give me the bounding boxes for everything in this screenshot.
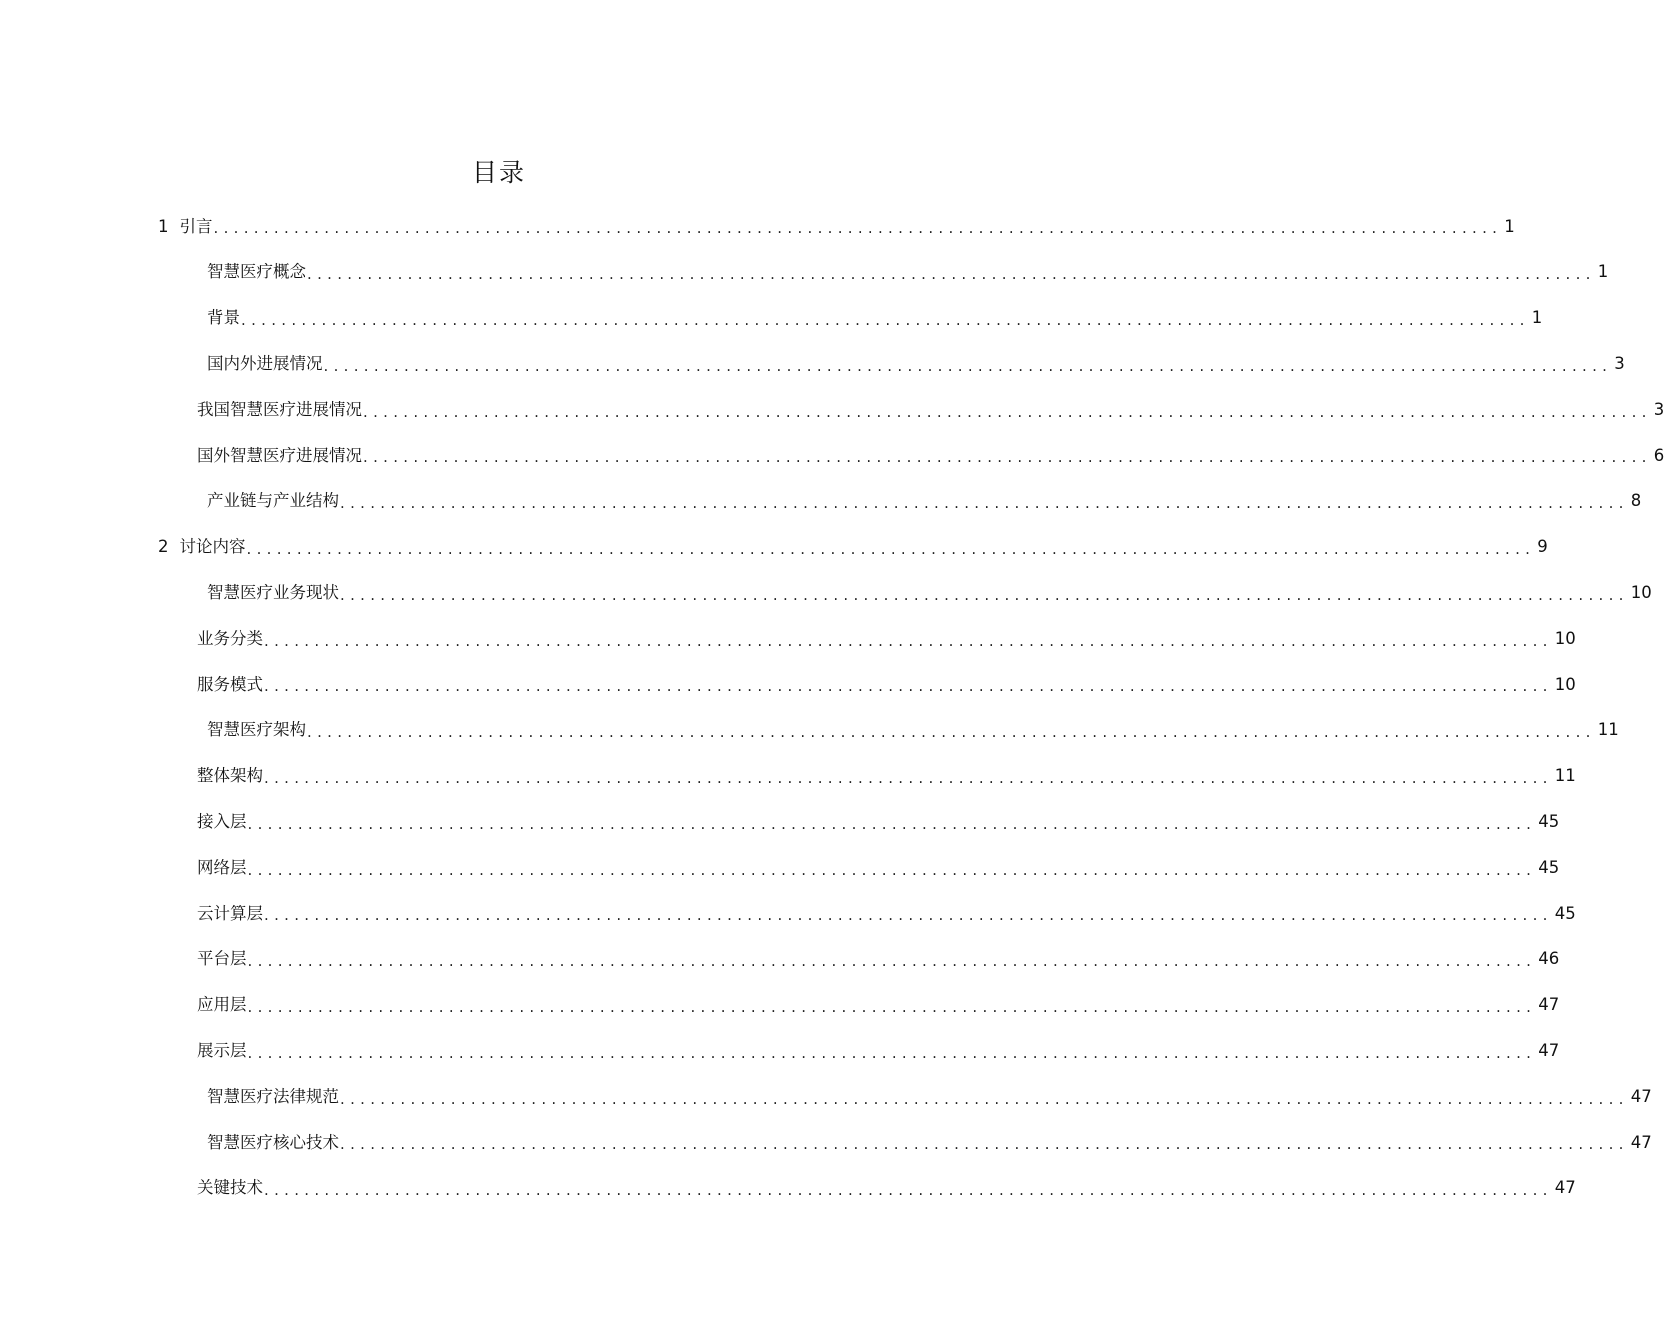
toc-entry-label: 接入层 [197, 812, 247, 831]
toc-dot-leader: ................................................................................................................................ [213, 219, 1503, 238]
toc-entry-label: 平台层 [197, 949, 247, 969]
toc-entry[interactable] [0, 799, 1560, 845]
toc-entry[interactable] [0, 525, 1548, 571]
toc-entry-label: 业务分类 [197, 628, 263, 648]
toc-dot-leader: ................................................................................................................................ [264, 768, 1553, 787]
toc-dot-leader: ................................................................................................................................ [340, 494, 1629, 513]
toc-entry-label: 智慧医疗概念 [207, 262, 306, 282]
toc-page-number: 9 [1537, 537, 1548, 557]
toc-dot-leader: ................................................................................................................................ [247, 814, 1537, 833]
toc-entry-label: 引言 [179, 216, 213, 236]
toc-dot-leader: ................................................................................................................................ [247, 1043, 1537, 1062]
toc-list [0, 204, 1664, 1212]
toc-entry-label: 讨论内容 [179, 537, 246, 557]
toc-page-number: 3 [1653, 399, 1664, 419]
toc-entry-label: 智慧医疗法律规范 [207, 1086, 339, 1106]
toc-entry-label: 云计算层 [197, 903, 263, 923]
toc-dot-leader: ................................................................................................................................ [247, 860, 1537, 879]
toc-page-number: 1 [1504, 216, 1515, 236]
toc-entry-label: 服务模式 [197, 674, 263, 694]
toc-entry-label: 产业链与产业结构 [207, 491, 339, 511]
toc-entry-label: 智慧医疗架构 [207, 720, 306, 740]
toc-entry[interactable] [0, 341, 1625, 387]
toc-page-number: 10 [1630, 583, 1652, 603]
toc-dot-leader: ................................................................................................................................ [264, 906, 1553, 925]
toc-page-number: 10 [1554, 674, 1576, 694]
toc-page-number: 46 [1538, 949, 1560, 969]
toc-dot-leader: ................................................................................................................................ [307, 723, 1596, 742]
toc-entry[interactable] [0, 662, 1576, 708]
toc-entry[interactable] [0, 433, 1664, 479]
toc-page-number: 47 [1630, 1086, 1652, 1106]
toc-entry[interactable] [0, 296, 1543, 342]
toc-dot-leader: ................................................................................................................................ [340, 1135, 1629, 1154]
toc-entry[interactable] [0, 387, 1664, 433]
toc-entry[interactable] [0, 479, 1642, 525]
toc-page-number: 10 [1554, 628, 1576, 648]
toc-page-number: 6 [1653, 445, 1664, 465]
toc-entry[interactable] [0, 1028, 1560, 1074]
toc-dot-leader: ................................................................................................................................ [323, 356, 1613, 375]
toc-entry-label: 背景 [207, 308, 240, 328]
toc-page-number: 45 [1538, 812, 1560, 831]
toc-title: 目录 [471, 158, 526, 187]
toc-page-number: 1 [1531, 308, 1543, 328]
toc-entry[interactable] [0, 1120, 1652, 1166]
toc-entry-label: 智慧医疗核心技术 [207, 1132, 339, 1152]
toc-dot-leader: ................................................................................................................................ [307, 265, 1596, 284]
toc-entry[interactable] [0, 616, 1576, 662]
toc-entry-label: 国内外进展情况 [207, 354, 323, 374]
toc-entry-label: 智慧医疗业务现状 [207, 583, 339, 603]
toc-dot-leader: ................................................................................................................................ [363, 402, 1652, 421]
toc-entry[interactable] [0, 204, 1515, 250]
toc-entry-label: 应用层 [197, 995, 247, 1015]
toc-entry-label: 我国智慧医疗进展情况 [197, 399, 362, 419]
toc-page-number: 47 [1538, 1040, 1560, 1060]
toc-entry[interactable] [0, 983, 1560, 1029]
toc-entry[interactable] [0, 1166, 1576, 1212]
toc-dot-leader: ................................................................................................................................ [247, 952, 1537, 971]
toc-page-number: 11 [1597, 720, 1619, 740]
toc-dot-leader: ................................................................................................................................ [264, 1181, 1553, 1200]
toc-page-number: 1 [1597, 262, 1609, 282]
toc-entry-label: 网络层 [197, 857, 247, 877]
toc-dot-leader: ................................................................................................................................ [264, 677, 1553, 696]
toc-entry-label: 整体架构 [197, 766, 263, 786]
toc-entry-label: 国外智慧医疗进展情况 [197, 445, 362, 465]
toc-entry-label: 展示层 [197, 1040, 247, 1060]
toc-entry[interactable] [0, 1074, 1652, 1120]
toc-entry[interactable] [0, 891, 1576, 937]
toc-entry[interactable] [0, 937, 1560, 983]
toc-dot-leader: ................................................................................................................................ [247, 997, 1537, 1016]
toc-page-number: 47 [1538, 995, 1560, 1015]
toc-dot-leader: ................................................................................................................................ [363, 448, 1652, 467]
toc-page-number: 3 [1614, 354, 1625, 374]
toc-page-number: 11 [1554, 766, 1576, 786]
toc-page-number: 47 [1630, 1132, 1652, 1152]
toc-page-number: 47 [1554, 1178, 1576, 1198]
toc-dot-leader: ................................................................................................................................ [241, 310, 1530, 329]
toc-entry-label: 关键技术 [197, 1178, 263, 1198]
toc-entry[interactable] [0, 845, 1560, 891]
toc-entry[interactable] [0, 708, 1619, 754]
toc-entry-number: 1 [158, 216, 169, 236]
toc-entry[interactable] [0, 250, 1609, 296]
toc-page-number: 45 [1554, 903, 1576, 923]
toc-page-number: 8 [1630, 491, 1642, 511]
toc-page-number: 45 [1538, 857, 1560, 877]
toc-entry[interactable] [0, 754, 1576, 800]
toc-entry[interactable] [0, 570, 1652, 616]
toc-dot-leader: ................................................................................................................................ [264, 631, 1553, 650]
toc-entry-number: 2 [158, 537, 169, 557]
toc-dot-leader: ................................................................................................................................ [246, 539, 1536, 558]
toc-dot-leader: ................................................................................................................................ [340, 585, 1629, 604]
toc-dot-leader: ................................................................................................................................ [340, 1089, 1629, 1108]
